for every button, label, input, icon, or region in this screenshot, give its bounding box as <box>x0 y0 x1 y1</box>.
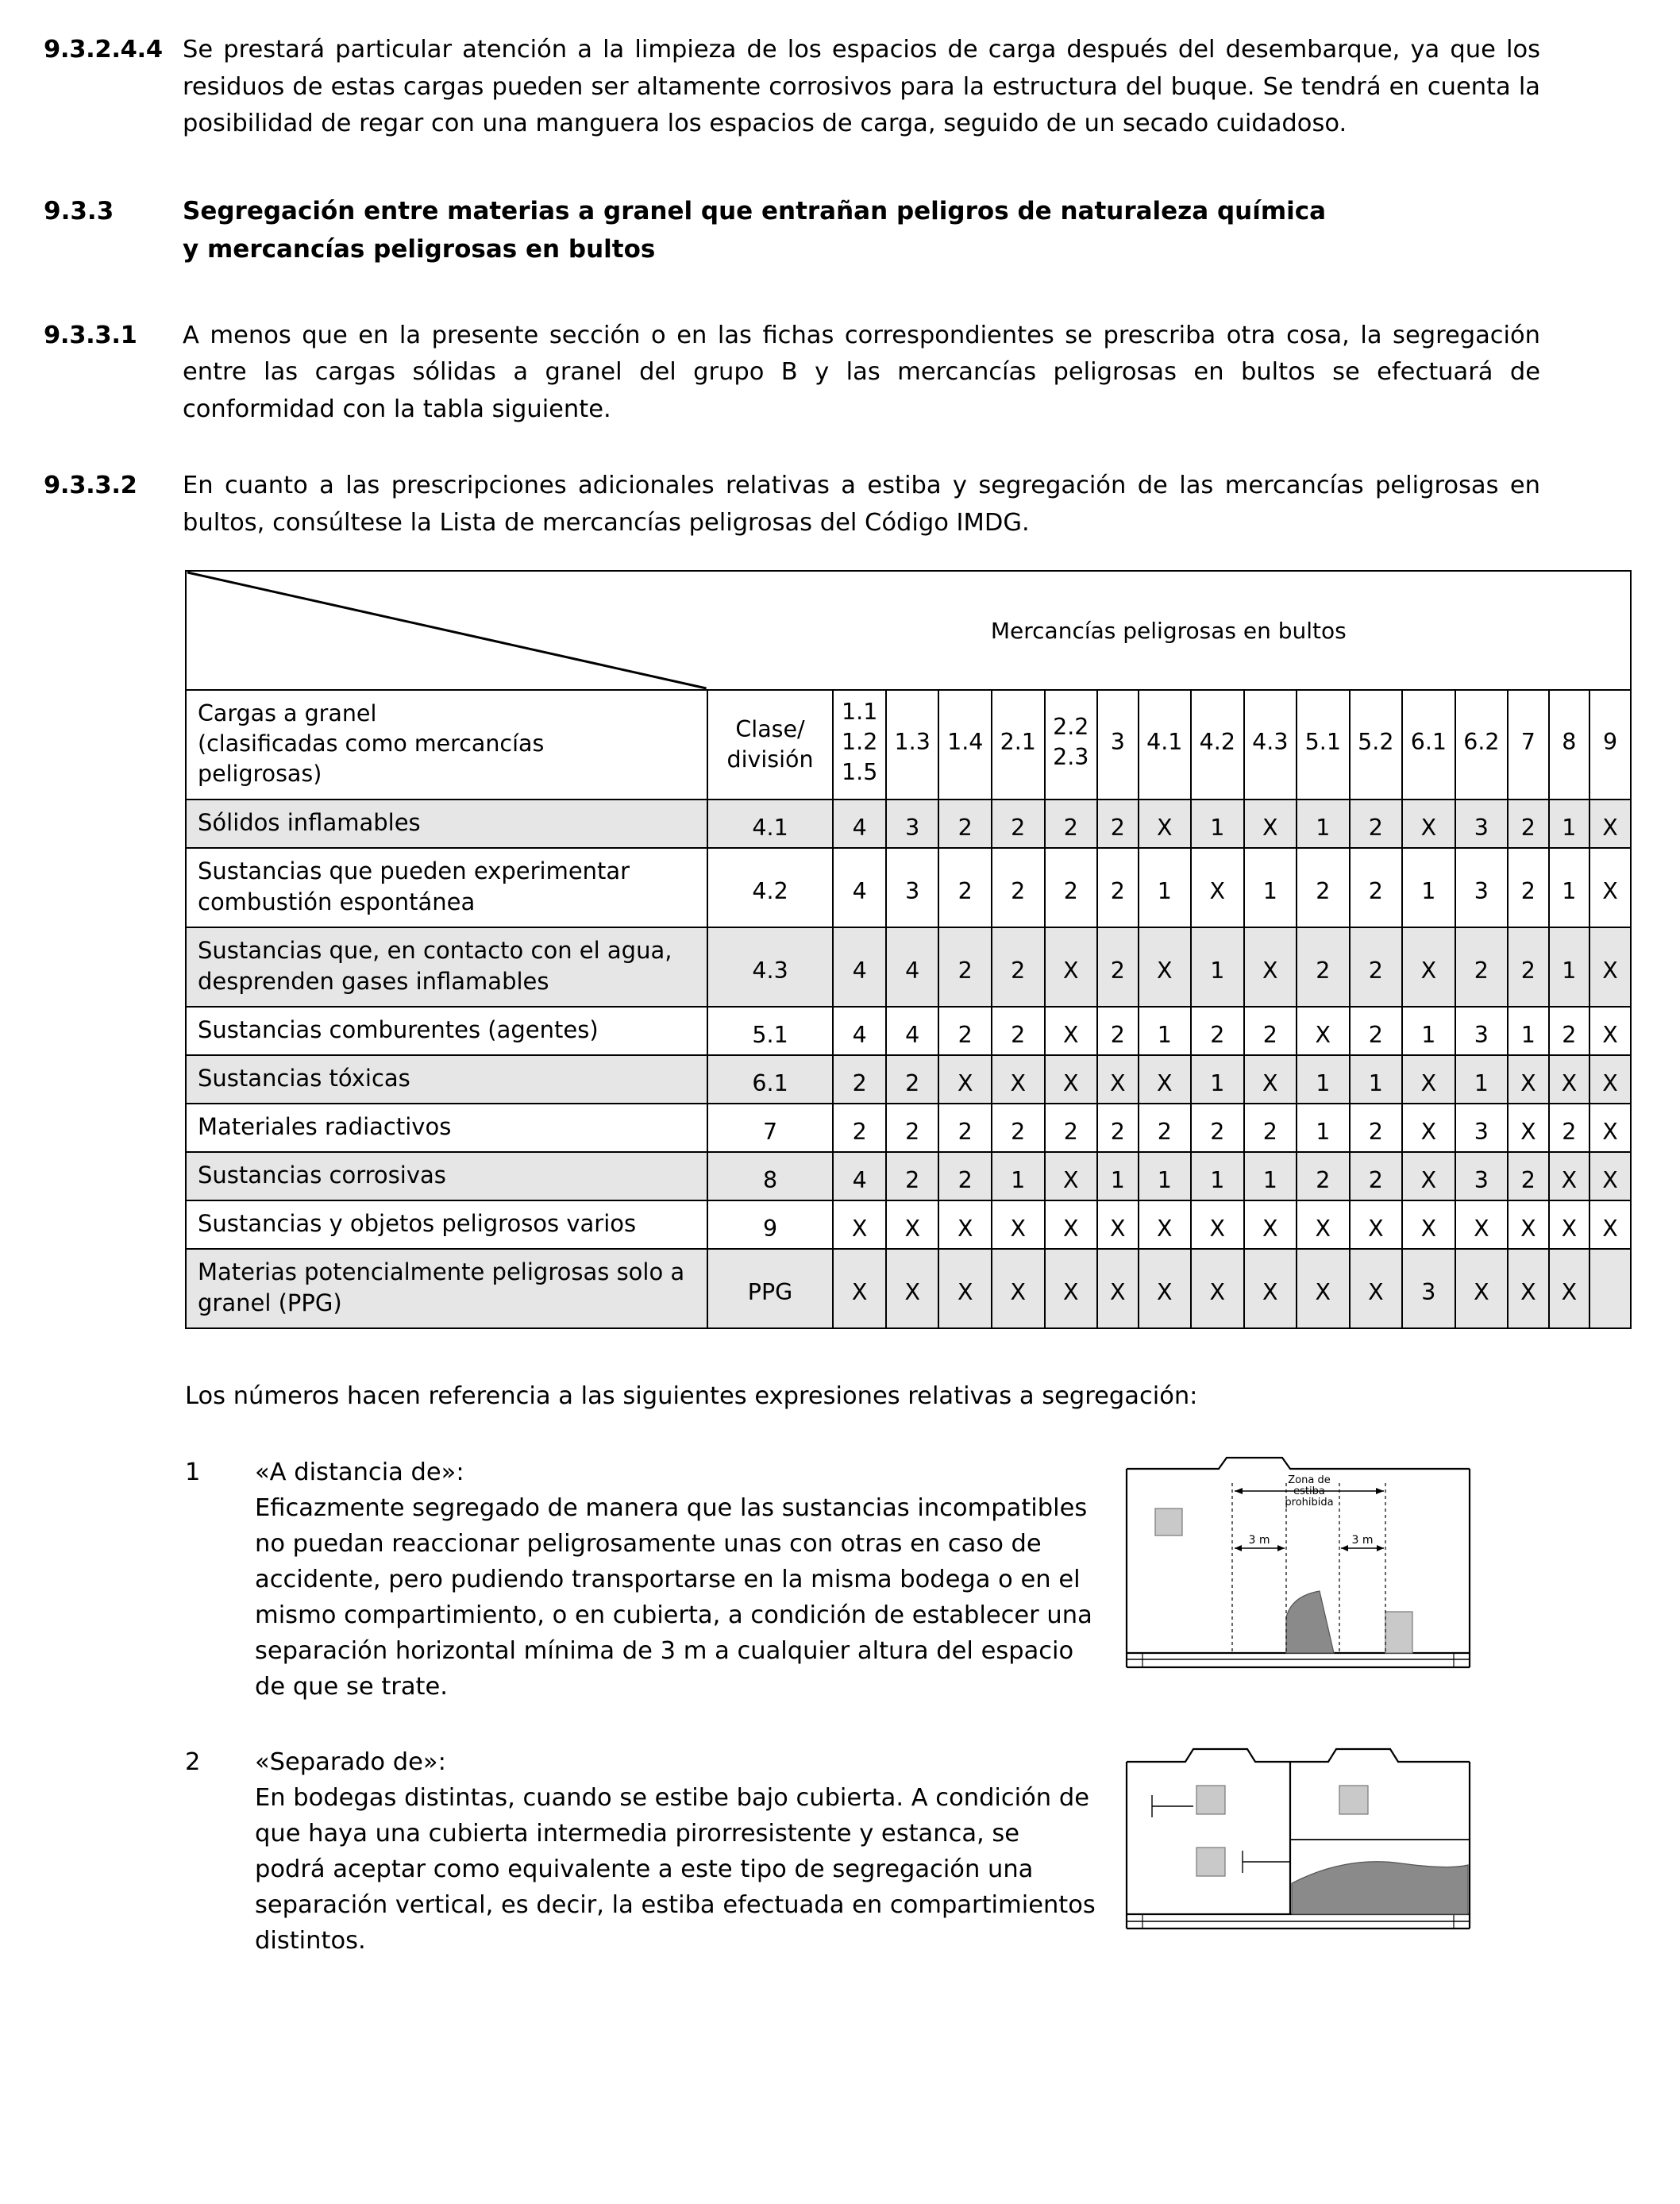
segregation-value-cell: X <box>1589 1200 1631 1249</box>
spacer <box>44 1329 1632 1378</box>
paragraph-text: Se prestará particular atención a la limpieza de los espacios de carga después del desembarque, ya que los residuos de estas cargas pueden ser altamente corrosivos para la estructura del buque. Se tendrá en cuenta la posibilidad de regar con una manguera los espacios de carga, seguido de un secado cuidadoso. <box>183 36 1540 137</box>
segregation-value-cell: 1 <box>1455 1055 1509 1104</box>
segregation-value-cell: 2 <box>992 1007 1045 1055</box>
row-class-division: PPG <box>707 1249 834 1328</box>
table-header-row <box>186 690 1631 800</box>
segregation-value-cell: X <box>992 1055 1045 1104</box>
segregation-value-cell: X <box>1097 1055 1139 1104</box>
segregation-value-cell: X <box>1139 1200 1192 1249</box>
column-header-11-line0: 6.1 <box>1410 729 1447 755</box>
segregation-value-cell: 2 <box>1191 1104 1244 1152</box>
row-cargo-name: Sustancias comburentes (agentes) <box>186 1007 707 1055</box>
segregation-value-cell: 1 <box>1191 1152 1244 1200</box>
segregation-value-cell: 2 <box>886 1104 939 1152</box>
column-header-0-line0: 1.1 <box>842 699 878 725</box>
segregation-value-cell: X <box>886 1200 939 1249</box>
segregation-value-cell: 1 <box>1244 848 1297 927</box>
segregation-value-cell: 2 <box>1191 1007 1244 1055</box>
row-cargo-name: Sustancias tóxicas <box>186 1055 707 1104</box>
segregation-value-cell: 1 <box>1508 1007 1549 1055</box>
segregation-value-cell: 3 <box>886 800 939 848</box>
segregation-value-cell: X <box>1097 1200 1139 1249</box>
segregation-value-cell: 2 <box>1045 1104 1098 1152</box>
row-class-division: 4.2 <box>707 848 834 927</box>
segregation-value-cell: X <box>1508 1055 1549 1104</box>
column-header-7-line0: 4.2 <box>1199 729 1235 755</box>
segregation-value-cell: X <box>1191 1200 1244 1249</box>
table-row <box>186 927 1631 1007</box>
table-banner-label: Mercancías peligrosas en bultos <box>707 571 1631 690</box>
row-header-label <box>186 690 707 800</box>
segregation-value-cell: X <box>1402 800 1455 848</box>
segregation-value-cell: 2 <box>1350 1007 1403 1055</box>
column-header-6-line0: 4.1 <box>1146 729 1183 755</box>
segregation-value-cell: 2 <box>992 927 1045 1007</box>
segregation-value-cell: 1 <box>1191 927 1244 1007</box>
segregation-value-cell: 2 <box>992 848 1045 927</box>
column-header-15-line0: 9 <box>1602 729 1618 755</box>
paragraph-9-3-2-4-4 <box>44 32 1632 143</box>
ship-cross-section-separate-holds-icon <box>1123 1744 1473 1947</box>
segregation-value-cell: 2 <box>833 1104 886 1152</box>
segregation-value-cell: X <box>1350 1200 1403 1249</box>
legend-item-text <box>255 1455 1096 1705</box>
segregation-value-cell: 2 <box>1297 848 1350 927</box>
segregation-value-cell: 2 <box>1297 1152 1350 1200</box>
segregation-value-cell: 1 <box>1297 1055 1350 1104</box>
column-header-10-line0: 5.2 <box>1358 729 1394 755</box>
column-header-0 <box>833 690 886 800</box>
segregation-value-cell: 1 <box>1297 1104 1350 1152</box>
figure-zone-label-line1: Zona de <box>1288 1474 1331 1486</box>
segregation-value-cell: X <box>938 1200 992 1249</box>
segregation-value-cell: 1 <box>1191 1055 1244 1104</box>
row-class-division: 9 <box>707 1200 834 1249</box>
column-header-4-line0: 2.2 <box>1053 714 1089 740</box>
segregation-value-cell: X <box>1589 1104 1631 1152</box>
row-cargo-name: Sustancias que pueden experimentar combustión espontánea <box>186 848 707 927</box>
segregation-value-cell: X <box>1508 1104 1549 1152</box>
segregation-value-cell: 1 <box>1097 1152 1139 1200</box>
table-banner-row <box>186 571 1631 690</box>
segregation-value-cell: 3 <box>1402 1249 1455 1328</box>
segregation-value-cell: X <box>1508 1249 1549 1328</box>
row-cargo-name: Sustancias que, en contacto con el agua, desprenden gases inflamables <box>186 927 707 1007</box>
column-header-6 <box>1139 690 1192 800</box>
segregation-value-cell: X <box>938 1055 992 1104</box>
segregation-value-cell: 2 <box>938 1104 992 1152</box>
segregation-value-cell: X <box>1589 927 1631 1007</box>
column-header-12 <box>1455 690 1509 800</box>
segregation-value-cell: X <box>1402 1055 1455 1104</box>
segregation-value-cell: X <box>1139 927 1192 1007</box>
segregation-value-cell: X <box>1097 1249 1139 1328</box>
segregation-value-cell: X <box>1045 927 1098 1007</box>
row-cargo-name: Materias potencialmente peligrosas solo a granel (PPG) <box>186 1249 707 1328</box>
segregation-value-cell: 2 <box>938 1152 992 1200</box>
segregation-value-cell: 2 <box>938 927 992 1007</box>
table-corner-diagonal <box>186 571 707 690</box>
segregation-value-cell: 1 <box>1549 800 1590 848</box>
segregation-value-cell: 2 <box>886 1152 939 1200</box>
legend-item-number: 2 <box>185 1748 201 1776</box>
column-header-5-line0: 3 <box>1110 729 1125 755</box>
segregation-value-cell: 2 <box>1097 800 1139 848</box>
segregation-value-cell: 1 <box>1402 1007 1455 1055</box>
row-header-line3: peligrosas) <box>198 761 322 787</box>
segregation-value-cell: X <box>1297 1200 1350 1249</box>
table-row <box>186 848 1631 927</box>
segregation-value-cell: 2 <box>1097 1007 1139 1055</box>
heading-title <box>183 192 1532 268</box>
column-header-4-line1: 2.3 <box>1053 744 1089 770</box>
row-cargo-name: Sustancias y objetos peligrosos varios <box>186 1200 707 1249</box>
segregation-value-cell: X <box>1297 1249 1350 1328</box>
legend-item-2 <box>185 1744 1632 1959</box>
class-header-line1: Clase/ <box>735 716 805 742</box>
paragraph-9-3-3-2 <box>44 468 1632 541</box>
segregation-value-cell: X <box>1139 1055 1192 1104</box>
paragraph-9-3-3-1 <box>44 318 1632 429</box>
segregation-value-cell: X <box>833 1249 886 1328</box>
segregation-value-cell: 2 <box>1508 1152 1549 1200</box>
segregation-value-cell: 2 <box>1350 927 1403 1007</box>
row-class-division: 8 <box>707 1152 834 1200</box>
segregation-value-cell: 2 <box>1097 1104 1139 1152</box>
segregation-value-cell: 2 <box>1139 1104 1192 1152</box>
segregation-value-cell: X <box>1402 1104 1455 1152</box>
segregation-value-cell: X <box>1508 1200 1549 1249</box>
segregation-value-cell: 4 <box>833 1152 886 1200</box>
segregation-value-cell: 2 <box>1508 927 1549 1007</box>
segregation-value-cell: 2 <box>1549 1007 1590 1055</box>
segregation-table <box>185 570 1632 1329</box>
segregation-value-cell: X <box>1549 1249 1590 1328</box>
segregation-value-cell: X <box>1139 800 1192 848</box>
table-row <box>186 1200 1631 1249</box>
table-row <box>186 1007 1631 1055</box>
segregation-value-cell: X <box>1549 1055 1590 1104</box>
segregation-value-cell: 2 <box>938 800 992 848</box>
segregation-value-cell: X <box>1191 848 1244 927</box>
segregation-value-cell: 4 <box>886 1007 939 1055</box>
segregation-value-cell: 2 <box>992 1104 1045 1152</box>
column-header-9 <box>1297 690 1350 800</box>
figure-dim-right: 3 m <box>1351 1534 1374 1547</box>
segregation-value-cell: 2 <box>938 1007 992 1055</box>
heading-number: 9.3.3 <box>44 196 114 225</box>
spacer <box>44 143 1632 192</box>
heading-title-line1: Segregación entre materias a granel que entrañan peligros de naturaleza química <box>183 196 1327 225</box>
segregation-value-cell: 1 <box>1549 848 1590 927</box>
paragraph-number: 9.3.2.4.4 <box>44 36 163 64</box>
legend-item-body: Eficazmente segregado de manera que las sustancias incompatibles no puedan reaccionar peligrosamente unas con otras en caso de accidente, pero pudiendo transportarse en la misma bodega o en el mismo compartimiento, o en cubierta, a condición de establecer una separación horizontal mínima de 3 m a cualquier altura del espacio de que se trate. <box>255 1494 1092 1701</box>
segregation-value-cell: 1 <box>1297 800 1350 848</box>
segregation-value-cell: 4 <box>833 1007 886 1055</box>
legend-item-body: En bodegas distintas, cuando se estibe bajo cubierta. A condición de que haya una cubierta intermedia pirorresistente y estanca, se podrá aceptar como equivalente a este tipo de segregación una separación vertical, es decir, la estiba efectuada en compartimientos distintos. <box>255 1784 1096 1955</box>
segregation-value-cell: X <box>1402 927 1455 1007</box>
segregation-value-cell: 3 <box>1455 1007 1509 1055</box>
segregation-value-cell: 3 <box>1455 848 1509 927</box>
column-header-8-line0: 4.3 <box>1252 729 1289 755</box>
paragraph-text: En cuanto a las prescripciones adicionales relativas a estiba y segregación de las mercancías peligrosas en bultos, consúltese la Lista de mercancías peligrosas del Código IMDG. <box>183 472 1540 537</box>
segregation-value-cell: 2 <box>992 800 1045 848</box>
segregation-value-cell: X <box>1244 1200 1297 1249</box>
segregation-value-cell: 1 <box>1244 1152 1297 1200</box>
segregation-value-cell: 1 <box>1139 1007 1192 1055</box>
segregation-value-cell: X <box>1402 1152 1455 1200</box>
legend-item-title: «A distancia de»: <box>255 1458 464 1486</box>
segregation-value-cell: 2 <box>1508 848 1549 927</box>
segregation-value-cell: X <box>938 1249 992 1328</box>
row-header-line1: Cargas a granel <box>198 700 377 726</box>
column-header-8 <box>1244 690 1297 800</box>
figure-dim-left: 3 m <box>1248 1534 1270 1547</box>
segregation-value-cell: X <box>1402 1200 1455 1249</box>
segregation-value-cell: 2 <box>1045 800 1098 848</box>
segregation-value-cell: X <box>1589 848 1631 927</box>
segregation-value-cell: 2 <box>1045 848 1098 927</box>
segregation-value-cell: X <box>992 1200 1045 1249</box>
segregation-value-cell: 1 <box>1191 800 1244 848</box>
segregation-value-cell: X <box>1139 1249 1192 1328</box>
column-header-11 <box>1402 690 1455 800</box>
column-header-3 <box>992 690 1045 800</box>
segregation-value-cell: X <box>992 1249 1045 1328</box>
column-header-5 <box>1097 690 1139 800</box>
segregation-value-cell: X <box>1549 1152 1590 1200</box>
row-cargo-name: Sustancias corrosivas <box>186 1152 707 1200</box>
table-row <box>186 1104 1631 1152</box>
spacer <box>44 541 1632 570</box>
table-row <box>186 800 1631 848</box>
figure-zone-label-line3: prohibida <box>1285 1497 1334 1509</box>
segregation-value-cell: X <box>1244 927 1297 1007</box>
segregation-value-cell: 1 <box>1402 848 1455 927</box>
segregation-value-cell: X <box>833 1200 886 1249</box>
segregation-value-cell: X <box>1589 1007 1631 1055</box>
column-header-2-line0: 1.4 <box>947 729 984 755</box>
paragraph-text: A menos que en la presente sección o en las fichas correspondientes se prescriba otra cosa, la segregación entre las cargas sólidas a granel del grupo B y las mercancías peligrosas en bultos se efectuará de conformidad con la tabla siguiente. <box>183 321 1540 423</box>
spacer <box>44 268 1632 318</box>
column-header-12-line0: 6.2 <box>1463 729 1500 755</box>
segregation-value-cell: X <box>1549 1200 1590 1249</box>
column-header-9-line0: 5.1 <box>1304 729 1341 755</box>
segregation-value-cell: 2 <box>938 848 992 927</box>
segregation-value-cell: 1 <box>1350 1055 1403 1104</box>
segregation-value-cell: 2 <box>1549 1104 1590 1152</box>
segregation-value-cell: X <box>1455 1200 1509 1249</box>
paragraph-number: 9.3.3.1 <box>44 321 137 349</box>
segregation-value-cell: X <box>1244 1055 1297 1104</box>
segregation-value-cell: X <box>1589 1055 1631 1104</box>
column-header-0-line1: 1.2 <box>842 729 878 755</box>
column-header-2 <box>938 690 992 800</box>
segregation-value-cell: 1 <box>1139 1152 1192 1200</box>
row-class-division: 6.1 <box>707 1055 834 1104</box>
legend-item-text <box>255 1744 1096 1959</box>
row-class-division: 4.1 <box>707 800 834 848</box>
segregation-value-cell: X <box>1244 800 1297 848</box>
segregation-value-cell: 2 <box>833 1055 886 1104</box>
segregation-value-cell: X <box>1589 800 1631 848</box>
segregation-value-cell: 1 <box>1139 848 1192 927</box>
figure-zone-label-line2: estiba <box>1293 1485 1325 1497</box>
column-header-14-line0: 8 <box>1562 729 1577 755</box>
segregation-value-cell: X <box>1589 1152 1631 1200</box>
segregation-table-container <box>185 570 1632 1329</box>
segregation-value-cell: 2 <box>886 1055 939 1104</box>
column-header-13 <box>1508 690 1549 800</box>
row-cargo-name: Sólidos inflamables <box>186 800 707 848</box>
column-header-7 <box>1191 690 1244 800</box>
row-header-line2: (clasificadas como mercancías <box>198 730 545 757</box>
column-header-13-line0: 7 <box>1520 729 1536 755</box>
figure-away-from <box>1123 1455 1473 1685</box>
segregation-value-cell <box>1589 1249 1631 1328</box>
segregation-value-cell: 2 <box>1244 1104 1297 1152</box>
segregation-value-cell: 2 <box>1244 1007 1297 1055</box>
segregation-value-cell: 2 <box>1350 848 1403 927</box>
paragraph-number: 9.3.3.2 <box>44 472 137 499</box>
segregation-value-cell: 3 <box>1455 800 1509 848</box>
column-header-15 <box>1589 690 1631 800</box>
legend-intro: Los números hacen referencia a las siguientes expresiones relativas a segregación: <box>185 1382 1198 1410</box>
diagonal-line-icon <box>187 572 707 689</box>
heading-9-3-3 <box>44 192 1632 268</box>
class-header-line2: división <box>726 746 814 773</box>
column-header-4 <box>1045 690 1098 800</box>
spacer <box>44 1705 1632 1744</box>
segregation-value-cell: 4 <box>833 927 886 1007</box>
segregation-value-cell: 3 <box>1455 1152 1509 1200</box>
segregation-value-cell: X <box>1045 1249 1098 1328</box>
segregation-value-cell: X <box>886 1249 939 1328</box>
column-header-3-line0: 2.1 <box>1000 729 1036 755</box>
segregation-value-cell: X <box>1045 1152 1098 1200</box>
segregation-value-cell: 1 <box>1549 927 1590 1007</box>
segregation-value-cell: 2 <box>1350 1152 1403 1200</box>
segregation-value-cell: 4 <box>833 848 886 927</box>
segregation-value-cell: 2 <box>1350 1104 1403 1152</box>
column-header-1 <box>886 690 939 800</box>
segregation-value-cell: 4 <box>886 927 939 1007</box>
segregation-value-cell: 3 <box>1455 1104 1509 1152</box>
segregation-value-cell: X <box>1350 1249 1403 1328</box>
segregation-value-cell: 2 <box>1455 927 1509 1007</box>
segregation-value-cell: 2 <box>1508 800 1549 848</box>
ship-cross-section-horizontal-separation-icon <box>1123 1455 1473 1685</box>
segregation-value-cell: X <box>1045 1200 1098 1249</box>
segregation-value-cell: X <box>1244 1249 1297 1328</box>
legend-item-1 <box>185 1455 1632 1705</box>
segregation-value-cell: X <box>1297 1007 1350 1055</box>
segregation-value-cell: X <box>1045 1007 1098 1055</box>
column-header-14 <box>1549 690 1590 800</box>
table-row <box>186 1055 1631 1104</box>
figure-separated-from <box>1123 1744 1473 1947</box>
segregation-value-cell: 2 <box>1097 927 1139 1007</box>
segregation-value-cell: 2 <box>1097 848 1139 927</box>
table-row <box>186 1249 1631 1328</box>
spacer <box>44 1415 1632 1455</box>
segregation-value-cell: 4 <box>833 800 886 848</box>
segregation-value-cell: 3 <box>886 848 939 927</box>
column-header-0-line2: 1.5 <box>842 759 878 785</box>
segregation-value-cell: 2 <box>1350 800 1403 848</box>
legend-item-number: 1 <box>185 1458 201 1486</box>
heading-title-line2: y mercancías peligrosas en bultos <box>183 234 656 264</box>
segregation-value-cell: 1 <box>992 1152 1045 1200</box>
table-row <box>186 1152 1631 1200</box>
row-cargo-name: Materiales radiactivos <box>186 1104 707 1152</box>
segregation-value-cell: X <box>1045 1055 1098 1104</box>
class-division-header <box>707 690 834 800</box>
legend-item-title: «Separado de»: <box>255 1748 446 1776</box>
column-header-10 <box>1350 690 1403 800</box>
row-class-division: 5.1 <box>707 1007 834 1055</box>
segregation-value-cell: 2 <box>1297 927 1350 1007</box>
spacer <box>44 428 1632 468</box>
row-class-division: 7 <box>707 1104 834 1152</box>
segregation-value-cell: X <box>1455 1249 1509 1328</box>
segregation-value-cell: X <box>1191 1249 1244 1328</box>
column-header-1-line0: 1.3 <box>894 729 931 755</box>
row-class-division: 4.3 <box>707 927 834 1007</box>
